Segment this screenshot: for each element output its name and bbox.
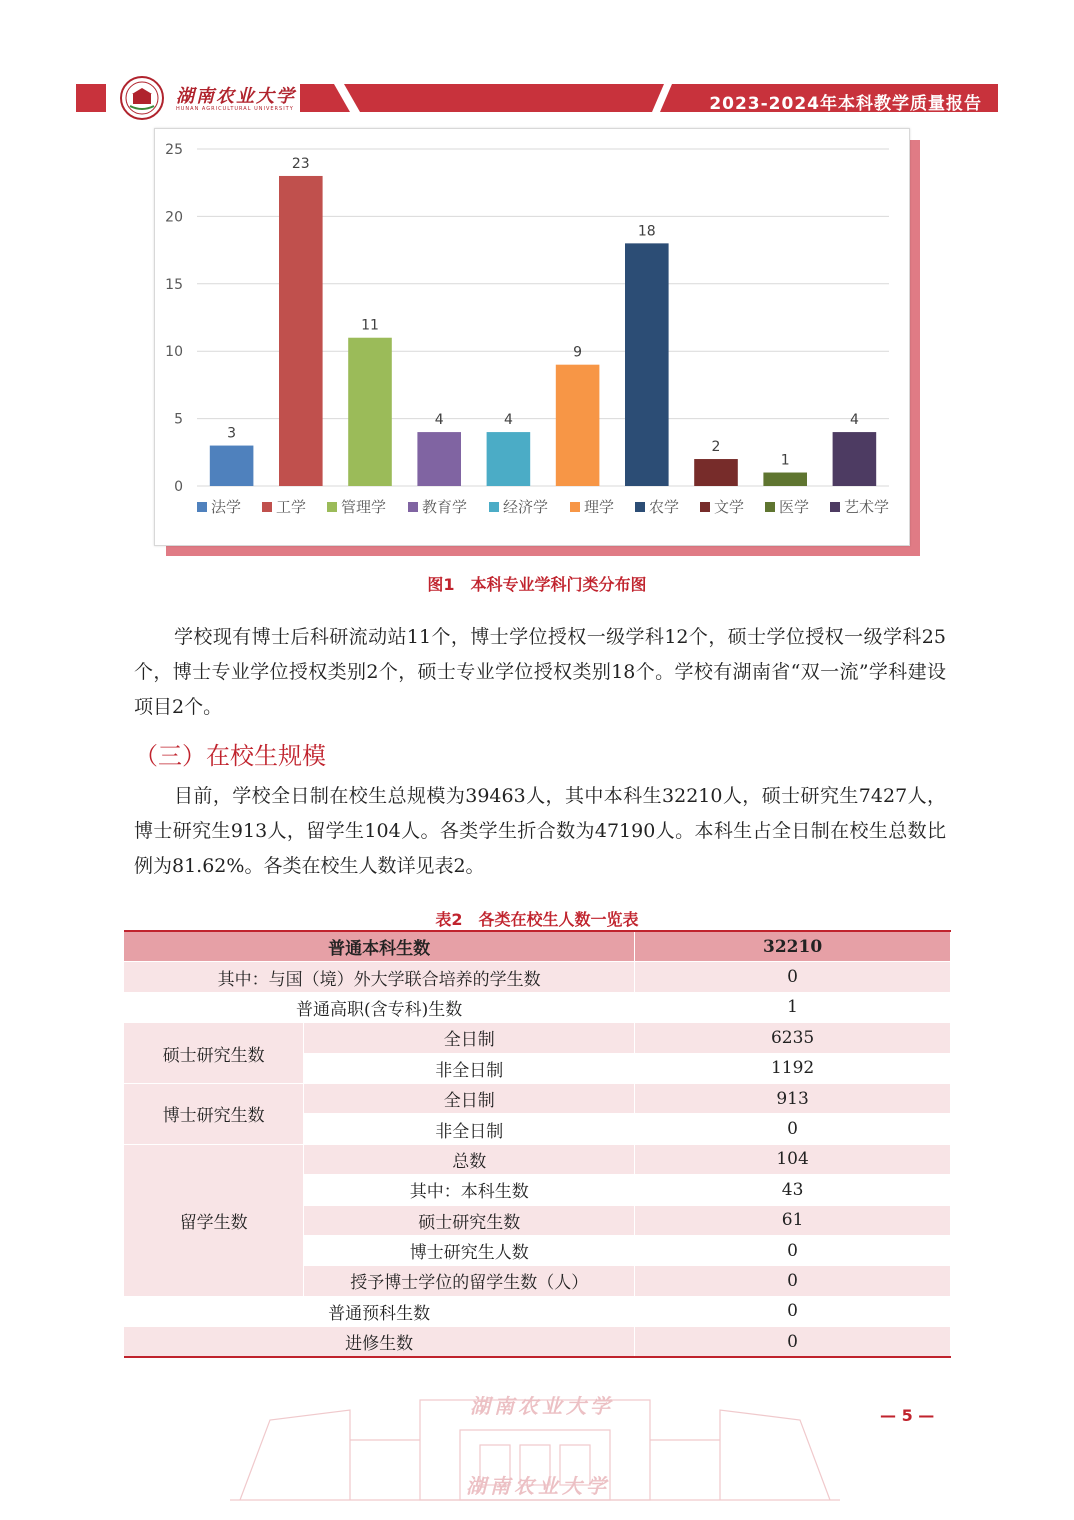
legend-label: 管理学 [341, 498, 387, 516]
y-tick-label: 5 [174, 411, 183, 428]
bar [348, 338, 392, 486]
legend-label: 工学 [276, 498, 307, 516]
data-label: 4 [434, 412, 444, 429]
table-caption: 表2 各类在校生人数一览表 [435, 910, 639, 929]
data-label: 9 [573, 344, 583, 361]
legend-swatch [262, 502, 272, 512]
data-label: 4 [503, 412, 513, 429]
table-row [124, 1144, 951, 1174]
table-row [124, 1023, 951, 1053]
table-row [124, 1296, 951, 1326]
table-cell-value: 1 [635, 992, 951, 1022]
data-label: 11 [361, 317, 379, 334]
bar [210, 446, 254, 486]
table-cell-value: 1192 [635, 1053, 951, 1083]
university-name: 湖南农业大学 [176, 86, 296, 107]
table-cell-value: 0 [635, 1114, 951, 1144]
table-cell-label: 非全日制 [304, 1114, 635, 1144]
legend-swatch [327, 502, 337, 512]
table-cell-label: 其中：与国（境）外大学联合培养的学生数 [124, 962, 635, 992]
table-cell-value: 32210 [635, 931, 951, 962]
enrollment-table [124, 930, 951, 1358]
legend-label: 农学 [649, 498, 680, 516]
legend-swatch [700, 502, 710, 512]
y-tick-label: 15 [165, 276, 183, 293]
table-cell-value: 0 [635, 1327, 951, 1358]
table-cell-label: 普通高职(含专科)生数 [124, 992, 635, 1022]
table-cell-value: 0 [635, 962, 951, 992]
data-label: 18 [637, 223, 656, 240]
legend-swatch [635, 502, 645, 512]
y-tick-label: 20 [165, 209, 183, 226]
paragraph-text: 目前，学校全日制在校生总规模为39463人，其中本科生32210人，硕士研究生7427人，博士研究生913人，留学生104人。各类学生折合数为47190人。本科生占全日制在校生总数比例为81.62%。各类在校生人数详见表2。 [134, 785, 946, 877]
table-cell-value: 104 [635, 1144, 951, 1174]
bar [763, 473, 807, 486]
legend-swatch [489, 502, 499, 512]
legend-label: 教育学 [422, 498, 468, 516]
table-row [124, 992, 951, 1022]
table-cell-label: 全日制 [304, 1083, 635, 1113]
bar [833, 432, 877, 486]
bar [625, 243, 669, 486]
table-cell-label: 博士研究生人数 [304, 1235, 635, 1265]
table-cell-value: 61 [635, 1205, 951, 1235]
figure-caption: 图1 本科专业学科门类分布图 [427, 575, 647, 594]
paragraph-disciplines [134, 620, 946, 725]
bar [487, 432, 531, 486]
table-cell-label: 普通本科生数 [124, 931, 635, 962]
y-tick-label: 10 [165, 344, 183, 361]
bar [279, 176, 323, 486]
footer-watermark-bottom: 湖南农业大学 [466, 1474, 610, 1498]
table-group-label: 留学生数 [124, 1144, 304, 1296]
legend-swatch [197, 502, 207, 512]
table-cell-label: 总数 [304, 1144, 635, 1174]
data-label: 1 [780, 452, 790, 469]
table-cell-label: 全日制 [304, 1023, 635, 1053]
data-label: 2 [711, 439, 721, 456]
footer-watermark-top: 湖南农业大学 [470, 1394, 614, 1418]
page-number: — 5 — [880, 1406, 935, 1425]
table-cell-label: 普通预科生数 [124, 1296, 635, 1326]
bar [694, 459, 738, 486]
bar-chart [155, 129, 909, 545]
legend-label: 经济学 [503, 498, 549, 516]
table-cell-label: 非全日制 [304, 1053, 635, 1083]
table-cell-label: 硕士研究生数 [304, 1205, 635, 1235]
paragraph-enrollment [134, 779, 946, 884]
legend-label: 文学 [714, 498, 745, 516]
report-title: 2023-2024年本科教学质量报告 [709, 94, 982, 114]
y-tick-label: 0 [174, 479, 183, 495]
table-cell-value: 0 [635, 1296, 951, 1326]
table-row [124, 1327, 951, 1358]
legend-label: 理学 [584, 498, 615, 516]
section-heading: （三）在校生规模 [134, 742, 326, 770]
legend-swatch [408, 502, 418, 512]
table-cell-value: 43 [635, 1175, 951, 1205]
table-cell-value: 913 [635, 1083, 951, 1113]
data-label: 3 [227, 425, 237, 442]
legend-label: 艺术学 [844, 498, 890, 516]
table-group-label: 博士研究生数 [124, 1083, 304, 1144]
university-logo-icon [120, 76, 164, 120]
legend-swatch [570, 502, 580, 512]
bar [417, 432, 461, 486]
legend-swatch [765, 502, 775, 512]
table-cell-label: 进修生数 [124, 1327, 635, 1358]
table-cell-value: 0 [635, 1235, 951, 1265]
paragraph-text: 学校现有博士后科研流动站11个，博士学位授权一级学科12个，硕士学位授权一级学科25个，博士专业学位授权类别2个，硕士专业学位授权类别18个。学校有湖南省“双一流”学科建设项目2个。 [134, 626, 946, 718]
table-row [124, 1083, 951, 1113]
table-row [124, 931, 951, 962]
table-cell-value: 6235 [635, 1023, 951, 1053]
table-cell-label: 授予博士学位的留学生数（人） [304, 1266, 635, 1296]
page-header [0, 76, 1074, 120]
university-name-en: HUNAN AGRICULTURAL UNIVERSITY [176, 106, 294, 112]
table-cell-value: 0 [635, 1266, 951, 1296]
y-tick-label: 25 [165, 142, 183, 158]
data-label: 23 [291, 155, 310, 172]
table-group-label: 硕士研究生数 [124, 1023, 304, 1084]
legend-label: 医学 [779, 498, 810, 516]
table-cell-label: 其中：本科生数 [304, 1175, 635, 1205]
header-accent-block [76, 84, 106, 112]
chart-container [154, 128, 910, 546]
legend-label: 法学 [211, 498, 242, 516]
legend-swatch [830, 502, 840, 512]
bar [556, 365, 600, 486]
data-label: 4 [849, 412, 859, 429]
table-row [124, 962, 951, 992]
